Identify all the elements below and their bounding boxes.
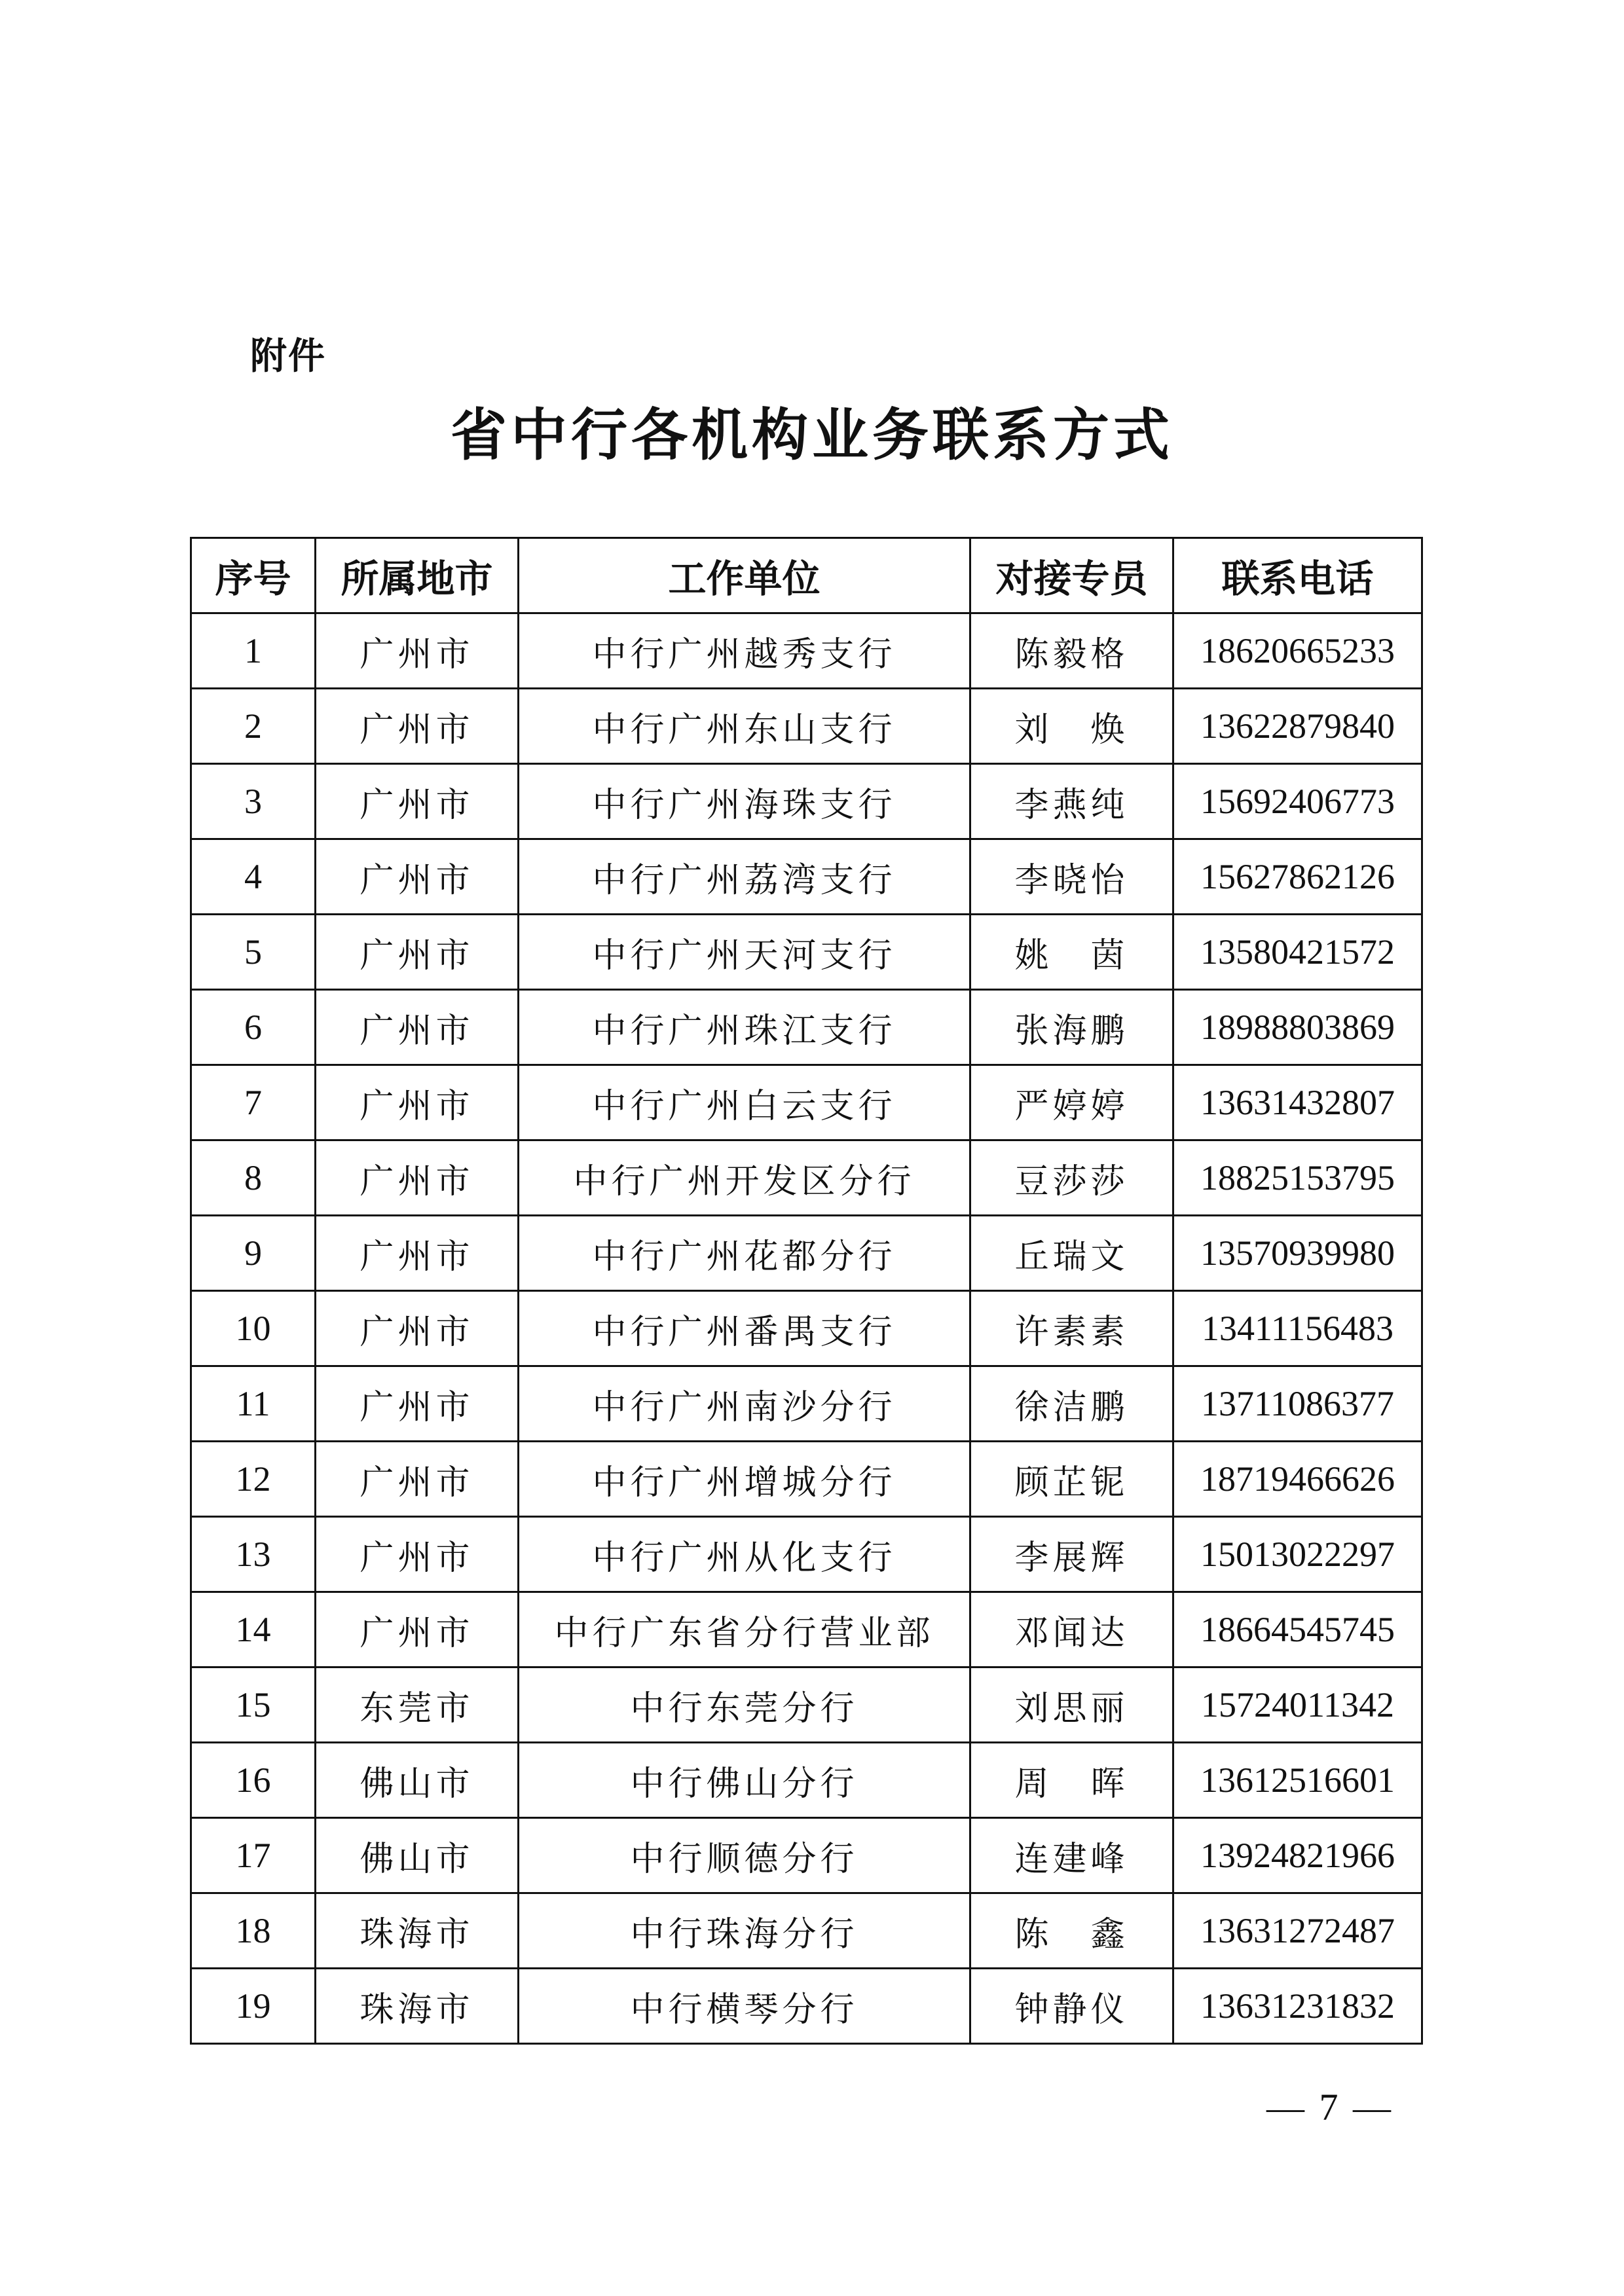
cell-city: 广州市 (316, 990, 519, 1065)
contact-table (190, 537, 1423, 2045)
cell-city: 广州市 (316, 613, 519, 689)
cell-phone: 18620665233 (1173, 613, 1422, 689)
cell-no: 18 (191, 1893, 316, 1969)
cell-contact: 连建峰 (970, 1818, 1173, 1893)
cell-unit: 中行广东省分行营业部 (519, 1592, 970, 1667)
cell-unit: 中行横琴分行 (519, 1969, 970, 2044)
header-unit: 工作单位 (519, 538, 970, 613)
cell-no: 5 (191, 915, 316, 990)
table-row (191, 1667, 1422, 1743)
cell-city: 广州市 (316, 1517, 519, 1592)
cell-no: 14 (191, 1592, 316, 1667)
cell-no: 16 (191, 1743, 316, 1818)
cell-contact: 陈 鑫 (970, 1893, 1173, 1969)
cell-contact: 邓闻达 (970, 1592, 1173, 1667)
table-row (191, 1743, 1422, 1818)
cell-contact: 李燕纯 (970, 764, 1173, 839)
cell-city: 广州市 (316, 839, 519, 915)
cell-unit: 中行广州白云支行 (519, 1065, 970, 1140)
page-title: 省中行各机构业务联系方式 (451, 402, 1173, 468)
cell-unit: 中行珠海分行 (519, 1893, 970, 1969)
cell-contact: 姚 茵 (970, 915, 1173, 990)
cell-phone: 13631432807 (1173, 1065, 1422, 1140)
cell-unit: 中行广州南沙分行 (519, 1366, 970, 1442)
cell-city: 广州市 (316, 764, 519, 839)
table-header-row (191, 538, 1422, 613)
table-row (191, 839, 1422, 915)
cell-phone: 13411156483 (1173, 1291, 1422, 1366)
cell-phone: 18988803869 (1173, 990, 1422, 1065)
table-row (191, 990, 1422, 1065)
cell-contact: 顾芷铌 (970, 1442, 1173, 1517)
cell-unit: 中行广州东山支行 (519, 689, 970, 764)
cell-city: 珠海市 (316, 1893, 519, 1969)
cell-phone: 13612516601 (1173, 1743, 1422, 1818)
cell-phone: 13711086377 (1173, 1366, 1422, 1442)
table-row (191, 1065, 1422, 1140)
cell-no: 15 (191, 1667, 316, 1743)
cell-phone: 18719466626 (1173, 1442, 1422, 1517)
cell-no: 12 (191, 1442, 316, 1517)
header-no: 序号 (191, 538, 316, 613)
cell-unit: 中行广州开发区分行 (519, 1140, 970, 1216)
cell-unit: 中行顺德分行 (519, 1818, 970, 1893)
cell-city: 佛山市 (316, 1743, 519, 1818)
cell-phone: 13580421572 (1173, 915, 1422, 990)
table-row (191, 613, 1422, 689)
cell-phone: 15724011342 (1173, 1667, 1422, 1743)
table-row (191, 1366, 1422, 1442)
cell-city: 广州市 (316, 1366, 519, 1442)
cell-contact: 陈毅格 (970, 613, 1173, 689)
cell-no: 10 (191, 1291, 316, 1366)
cell-unit: 中行广州从化支行 (519, 1517, 970, 1592)
cell-unit: 中行广州荔湾支行 (519, 839, 970, 915)
cell-phone: 18825153795 (1173, 1140, 1422, 1216)
table-row (191, 1442, 1422, 1517)
cell-contact: 许素素 (970, 1291, 1173, 1366)
cell-unit: 中行广州越秀支行 (519, 613, 970, 689)
cell-city: 佛山市 (316, 1818, 519, 1893)
table-row (191, 1893, 1422, 1969)
cell-no: 11 (191, 1366, 316, 1442)
table-row (191, 1969, 1422, 2044)
header-phone: 联系电话 (1173, 538, 1422, 613)
cell-no: 3 (191, 764, 316, 839)
cell-no: 2 (191, 689, 316, 764)
cell-no: 1 (191, 613, 316, 689)
cell-no: 8 (191, 1140, 316, 1216)
cell-no: 9 (191, 1216, 316, 1291)
cell-phone: 13924821966 (1173, 1818, 1422, 1893)
table-row (191, 1517, 1422, 1592)
cell-no: 6 (191, 990, 316, 1065)
table-row (191, 915, 1422, 990)
cell-city: 广州市 (316, 915, 519, 990)
cell-city: 东莞市 (316, 1667, 519, 1743)
cell-contact: 丘瑞文 (970, 1216, 1173, 1291)
cell-phone: 13631272487 (1173, 1893, 1422, 1969)
cell-contact: 张海鹏 (970, 990, 1173, 1065)
table-row (191, 1818, 1422, 1893)
table-row (191, 1216, 1422, 1291)
page-number: — 7 — (1266, 2086, 1393, 2128)
table-row (191, 1140, 1422, 1216)
cell-no: 4 (191, 839, 316, 915)
cell-no: 19 (191, 1969, 316, 2044)
cell-city: 广州市 (316, 1140, 519, 1216)
cell-contact: 豆莎莎 (970, 1140, 1173, 1216)
table-body (191, 613, 1422, 2044)
cell-city: 广州市 (316, 1291, 519, 1366)
cell-city: 广州市 (316, 1442, 519, 1517)
cell-city: 广州市 (316, 1592, 519, 1667)
table-row (191, 1592, 1422, 1667)
cell-contact: 钟静仪 (970, 1969, 1173, 2044)
cell-no: 13 (191, 1517, 316, 1592)
cell-no: 17 (191, 1818, 316, 1893)
table-row (191, 689, 1422, 764)
cell-city: 广州市 (316, 1065, 519, 1140)
cell-contact: 刘 焕 (970, 689, 1173, 764)
cell-contact: 周 晖 (970, 1743, 1173, 1818)
cell-contact: 李晓怡 (970, 839, 1173, 915)
attachment-label: 附件 (250, 335, 326, 378)
cell-phone: 15627862126 (1173, 839, 1422, 915)
cell-city: 珠海市 (316, 1969, 519, 2044)
cell-phone: 13622879840 (1173, 689, 1422, 764)
table-row (191, 1291, 1422, 1366)
cell-contact: 严婷婷 (970, 1065, 1173, 1140)
cell-unit: 中行广州海珠支行 (519, 764, 970, 839)
cell-phone: 18664545745 (1173, 1592, 1422, 1667)
header-contact: 对接专员 (970, 538, 1173, 613)
cell-unit: 中行广州花都分行 (519, 1216, 970, 1291)
cell-contact: 徐洁鹏 (970, 1366, 1173, 1442)
cell-unit: 中行广州珠江支行 (519, 990, 970, 1065)
cell-phone: 15692406773 (1173, 764, 1422, 839)
cell-phone: 13631231832 (1173, 1969, 1422, 2044)
cell-unit: 中行东莞分行 (519, 1667, 970, 1743)
cell-contact: 李展辉 (970, 1517, 1173, 1592)
header-city: 所属地市 (316, 538, 519, 613)
cell-no: 7 (191, 1065, 316, 1140)
cell-unit: 中行广州番禺支行 (519, 1291, 970, 1366)
cell-city: 广州市 (316, 1216, 519, 1291)
cell-phone: 13570939980 (1173, 1216, 1422, 1291)
cell-unit: 中行佛山分行 (519, 1743, 970, 1818)
cell-unit: 中行广州天河支行 (519, 915, 970, 990)
cell-city: 广州市 (316, 689, 519, 764)
cell-phone: 15013022297 (1173, 1517, 1422, 1592)
cell-contact: 刘思丽 (970, 1667, 1173, 1743)
cell-unit: 中行广州增城分行 (519, 1442, 970, 1517)
table-row (191, 764, 1422, 839)
